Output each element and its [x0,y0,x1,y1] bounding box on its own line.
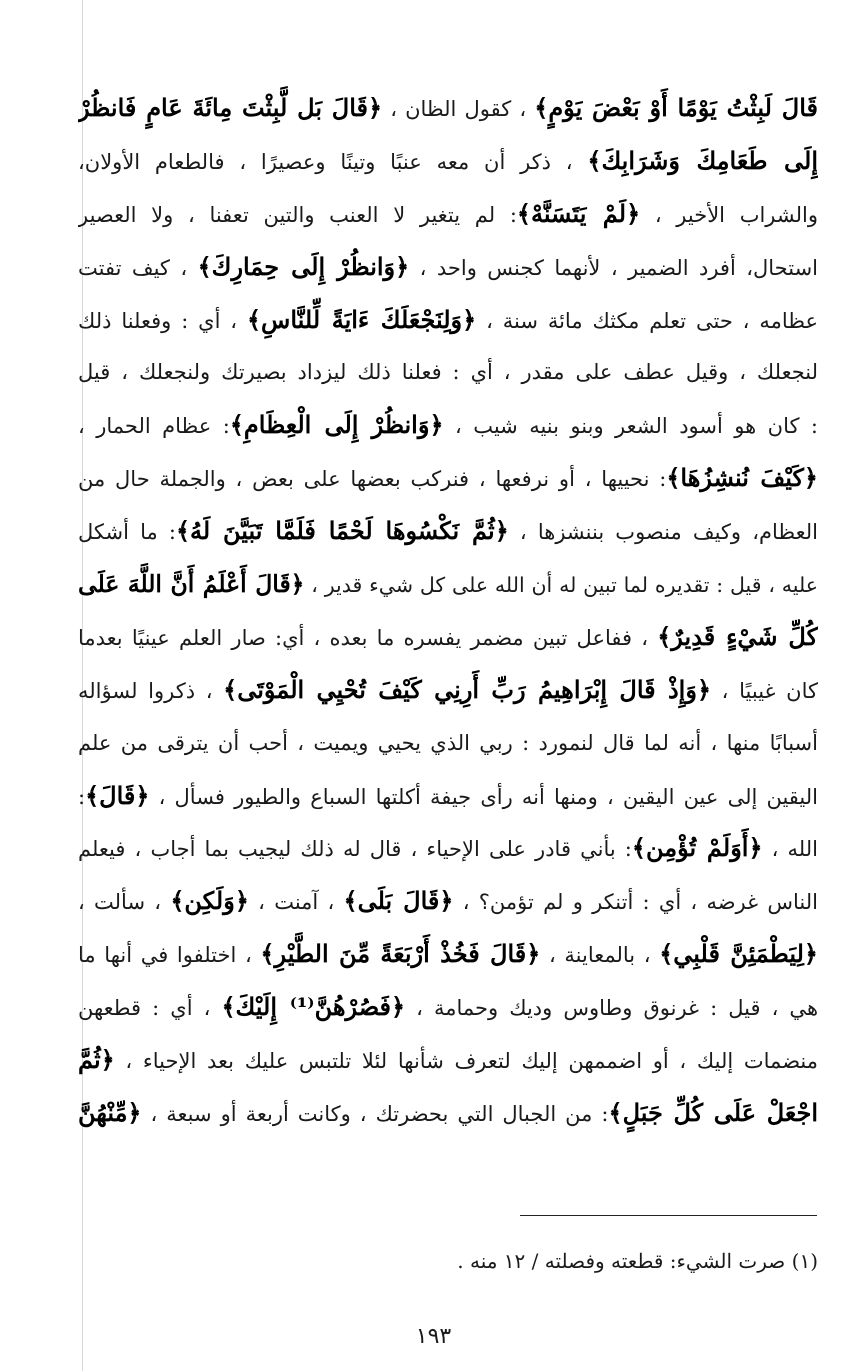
text-line [78,770,818,823]
text-line [78,135,818,188]
commentary-text: ، ذكروا لسؤاله [78,678,224,703]
quran-verse: ﴿قَالَ﴾ [85,780,150,810]
quran-verse: ﴿قَالَ أَعْلَمُ أَنَّ اللَّهَ عَلَى [78,570,305,599]
commentary-text: العظام، وكيف منصوب بننشزها ، [508,520,818,545]
quran-verse: ﴿وَانظُرْ إِلَى حِمَارِكَ﴾ [197,251,410,281]
text-line [78,875,818,928]
commentary-text: ، ذكر أن معه عنبًا وتينًا وعصيرًا ، فالطعام الأولان، [78,149,588,174]
footnote-divider [520,1215,817,1216]
quran-verse: ﴿قَالَ بَل لَّبِثْتَ مِائَةَ عَامٍ فَانظُرْ [78,93,383,122]
text-line [78,664,818,717]
commentary-text: اليقين إلى عين اليقين ، ومنها أنه رأى جيفة أكلتها السباع والطيور فسأل ، [149,784,818,809]
commentary-text: ، بالمعاينة ، [540,943,660,968]
quran-verse: ﴿وَانظُرْ إِلَى الْعِظَامِ﴾ [229,410,444,440]
quran-verse: ﴿قَالَ بَلَى﴾ [343,886,454,916]
commentary-text: أسبابًا منها ، أنه لما قال لنمورد : ربي الذي يحيي ويميت ، أحب أن يترقى من علم [78,730,818,755]
text-line [78,399,818,452]
commentary-text: ، اختلفوا في أنها ما [78,943,261,968]
commentary-text: ، آمنت ، [248,890,344,915]
text-line [78,241,818,294]
quran-verse: ﴿وَلَكِن﴾ [170,886,249,916]
commentary-text: ، أي : وفعلنا ذلك [78,308,247,333]
text-line [78,981,818,1034]
quran-verse: ﴿فَصُرْهُنَّ⁽¹⁾ إِلَيْكَ﴾ [221,992,406,1022]
commentary-text: : عظام الحمار ، [78,414,230,439]
quran-verse: قَالَ لَبِثْتُ يَوْمًا أَوْ بَعْضَ يَوْمٍ﴾ [534,93,818,122]
body-text [78,82,818,1140]
quran-verse: ﴿وَإِذْ قَالَ إِبْرَاهِيمُ رَبِّ أَرِنِي كَيْفَ تُحْيِي الْمَوْتَى﴾ [223,674,712,704]
text-line [78,928,818,981]
text-line [78,822,818,875]
text-line [78,1034,818,1087]
commentary-text: : [78,784,86,809]
commentary-text: : كان هو أسود الشعر وبنو بنيه شيب ، [443,414,818,439]
quran-verse: ﴿ثُمَّ نَكْسُوهَا لَحْمًا فَلَمَّا تَبَيَّنَ لَهُ﴾ [175,516,509,546]
commentary-text: هي ، قيل : غرنوق وطاوس وديك وحمامة ، [405,996,818,1021]
commentary-text: منضمات إليك ، أو اضممهن إليك لتعرف شأنها لئلا تلتبس عليك بعد الإحياء ، [114,1049,818,1074]
quran-verse: ﴿أَوَلَمْ تُؤْمِن﴾ [631,833,763,863]
quran-verse: كُلِّ شَيْءٍ قَدِيرٌ﴾ [657,621,818,651]
quran-verse: ﴿كَيْفَ نُنشِزُهَا﴾ [666,463,818,493]
commentary-text: : من الجبال التي بحضرتك ، وكانت أربعة أو سبعة ، [141,1101,609,1126]
commentary-text: ، أي : قطعهن [78,996,222,1021]
commentary-text: : نحييها ، أو نرفعها ، فنركب بعضها على بعض ، والجملة حال من [78,467,667,492]
commentary-text: ، سألت ، [78,890,171,915]
text-line [78,452,818,505]
commentary-text: ، ففاعل تبين مضمر يفسره ما بعده ، أي: صار العلم عينيًا بعدما [78,625,658,650]
quran-verse: ﴿لَمْ يَتَسَنَّهْ﴾ [516,198,641,228]
commentary-text: : ما أشكل [78,520,176,545]
text-line [78,294,818,347]
commentary-text: والشراب الأخير ، [640,202,818,227]
quran-verse: ﴿ثُمَّ [78,1045,115,1075]
commentary-text: ، كيف تفتت [78,255,198,280]
commentary-text: كان غيبيًا ، [711,678,818,703]
page-number: ١٩٣ [415,1324,452,1349]
commentary-text: : لم يتغير لا العنب والتين تعفنا ، ولا العصير [78,202,517,227]
text-line [78,505,818,558]
footnote: (١) صرت الشيء: قطعته وفصلته / ١٢ منه . [457,1249,818,1273]
quran-verse: ﴿مِّنْهُنَّ [78,1097,142,1127]
commentary-text: الناس غرضه ، أي : أتنكر و لم تؤمن؟ ، [453,890,818,915]
quran-verse: ﴿قَالَ فَخُذْ أَرْبَعَةً مِّنَ الطَّيْرِ﴾ [260,939,541,969]
commentary-text: لنجعلك ، وقيل عطف على مقدر ، أي : فعلنا ذلك ليزداد بصيرتك ولنجعلك ، قيل [78,360,818,385]
commentary-text: : بأني قادر على الإحياء ، قال له ذلك ليجيب بما أجاب ، فيعلم [78,837,632,862]
text-line [78,346,818,399]
commentary-text: عظامه ، حتى تعلم مكثك مائة سنة ، [476,308,818,333]
commentary-text: الله ، [762,837,818,862]
quran-verse: ﴿وَلِنَجْعَلَكَ ءَايَةً لِّلنَّاسِ﴾ [246,304,477,334]
text-line [78,188,818,241]
quran-verse: اجْعَلْ عَلَى كُلِّ جَبَلٍ﴾ [608,1097,818,1127]
text-line [78,82,818,135]
quran-verse: إِلَى طَعَامِكَ وَشَرَابِكَ﴾ [587,145,818,175]
text-line [78,558,818,611]
text-line [78,717,818,770]
text-line [78,1087,818,1140]
commentary-text: ، كقول الظان ، [382,97,535,121]
commentary-text: استحال، أفرد الضمير ، لأنهما كجنس واحد ، [409,255,818,280]
commentary-text: عليه ، قيل : تقديره لما تبين له أن الله على كل شيء قدير ، [304,573,818,598]
quran-verse: ﴿لِيَطْمَئِنَّ قَلْبِي﴾ [659,939,818,969]
text-line [78,611,818,664]
